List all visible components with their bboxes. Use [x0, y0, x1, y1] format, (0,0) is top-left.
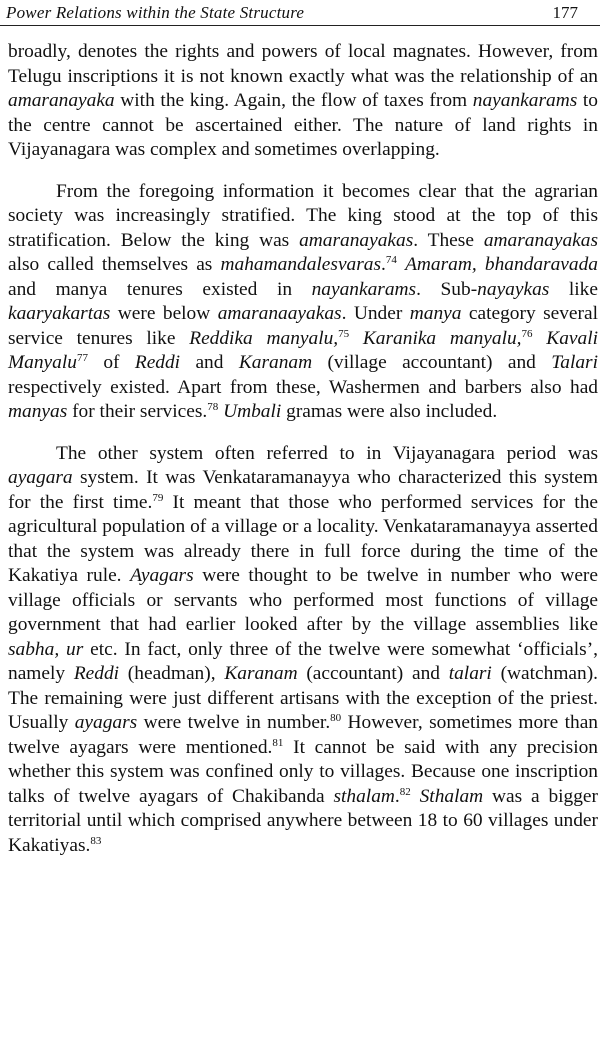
text-run: and manya tenures existed in	[8, 278, 312, 300]
italic-term: nayankarams	[311, 278, 417, 300]
text-run: were twelve in number.	[137, 712, 331, 733]
page-body	[8, 40, 598, 858]
text-run: broadly, denotes the rights and powers of local magnates. However, from Telugu inscriptions it is not known exactly what was the relationship of an	[8, 41, 598, 87]
italic-term: Reddi	[73, 663, 120, 684]
text-run: etc. In fact, only three of the twelve were somewhat ‘officials’, namely	[8, 638, 599, 684]
italic-term: Reddi	[134, 352, 181, 373]
text-run: . These	[413, 229, 484, 251]
text-run: was a bigger territorial until which comprised anywhere between 18 to 60 villages under Kakatiyas.	[8, 785, 598, 856]
text-run	[349, 328, 363, 349]
footnote-ref: 75	[338, 327, 350, 340]
italic-term: Ayagars	[130, 565, 194, 586]
italic-term: talari	[448, 663, 492, 684]
italic-term: ayagara	[8, 467, 73, 488]
text-run: However, sometimes more than twelve ayagars were mentioned.	[8, 712, 598, 758]
text-run: From the foregoing information it becomes clear that the agrarian society was increasingly stratified. The king stood at the top of this stratification. Below the king was	[8, 180, 598, 251]
header-rule	[0, 25, 600, 26]
text-run: and	[180, 352, 239, 373]
text-run: of	[87, 352, 135, 373]
text-run: It cannot be said with any precision whether this system was confined only to villages. Because one inscription talks of twelve ayagars of Chakibanda	[8, 736, 598, 807]
italic-term: Reddika manyalu,	[189, 327, 339, 349]
text-run: .	[394, 785, 400, 807]
text-run	[397, 254, 405, 275]
italic-term: Sthalam	[419, 785, 484, 807]
text-run: (watchman). The remaining were just different artisans with the exception of the priest. Usually	[8, 663, 599, 733]
text-run: to the centre cannot be ascertained either. The nature of land rights in Vijayanagara was complex and sometimes overlapping.	[8, 90, 599, 160]
italic-term: Amaram, bhandaravada	[405, 254, 598, 275]
italic-term: kaaryakartas	[8, 303, 111, 324]
footnote-ref: 81	[272, 736, 284, 749]
footnote-ref: 82	[399, 785, 411, 798]
text-run: like	[549, 278, 598, 300]
paragraph	[8, 180, 598, 425]
italic-term: Talari	[551, 352, 598, 373]
text-run: respectively existed. Apart from these, Washermen and barbers also had	[8, 376, 598, 398]
text-run: The other system often referred to in Vijayanagara period was	[56, 442, 598, 464]
paragraph	[8, 40, 598, 163]
text-run: category several service tenures like	[8, 303, 598, 349]
text-run: for their services.	[67, 401, 208, 422]
paragraph	[8, 442, 598, 859]
italic-term: nayankarams	[472, 90, 578, 111]
italic-term: Kavali Manyalu	[8, 327, 598, 373]
italic-term: manyas	[8, 401, 68, 422]
italic-term: Karanam	[238, 352, 313, 373]
text-run	[533, 328, 547, 349]
italic-term: Umbali	[223, 401, 282, 422]
italic-term: sthalam	[333, 785, 395, 807]
footnote-ref: 76	[521, 327, 533, 340]
running-head: Power Relations within the State Structure	[6, 3, 305, 22]
text-run: were below	[110, 303, 218, 324]
italic-term: nayaykas	[477, 278, 550, 300]
text-run: (accountant) and	[297, 663, 449, 684]
italic-term: amaranaayakas	[217, 303, 342, 324]
footnote-ref: 80	[330, 712, 342, 724]
italic-term: mahamandalesvaras	[220, 254, 382, 275]
text-run: with the king. Again, the flow of taxes from	[114, 90, 473, 111]
text-run: system. It was Venkataramanayya who characterized this system for the first time.	[8, 467, 598, 513]
page-header	[0, 0, 600, 32]
text-run: (headman),	[119, 663, 225, 684]
text-run: . Under	[341, 303, 410, 324]
italic-term: Karanam	[224, 663, 298, 684]
text-run: .	[381, 254, 386, 275]
footnote-ref: 78	[207, 401, 219, 413]
text-run: It meant that those who performed services for the agricultural population of a village or a locality. Venkataramanayya asserted that the system was already there in full force during the time of the Kakatiya rule.	[8, 491, 598, 586]
italic-term: amaranayaka	[8, 90, 115, 111]
text-run: (village accountant) and	[312, 352, 552, 373]
footnote-ref: 83	[90, 834, 102, 847]
text-run: . Sub-	[416, 278, 478, 300]
text-run	[411, 786, 420, 807]
footnote-ref: 77	[76, 352, 88, 364]
italic-term: amaranayakas	[483, 229, 598, 251]
text-run: gramas were also included.	[281, 401, 498, 422]
italic-term: amaranayakas	[299, 229, 414, 251]
text-run: were thought to be twelve in number who were village officials or servants who performed most functions of village government that had earlier looked after by the village assemblies like	[8, 565, 598, 635]
text-run: also called themselves as	[8, 254, 221, 275]
page-number: 177	[552, 3, 578, 22]
footnote-ref: 74	[385, 254, 397, 266]
italic-term: sabha, ur	[8, 638, 84, 660]
italic-term: ayagars	[74, 712, 138, 733]
footnote-ref: 79	[152, 491, 164, 504]
italic-term: Karanika manyalu,	[362, 327, 522, 349]
italic-term: manya	[409, 303, 462, 324]
